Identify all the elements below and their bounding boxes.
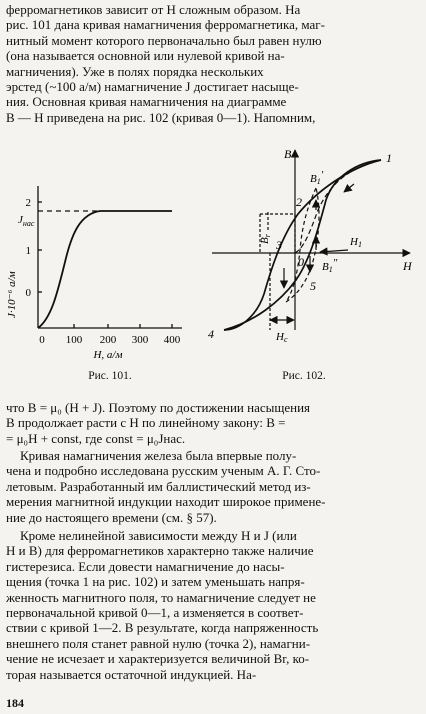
text-line: чена и подробно исследована русским ученым А. Г. Сто-: [6, 463, 321, 479]
text-line: женность магнитного поля, то намагничение следует не: [6, 589, 316, 605]
text-line: ферромагнетиков зависит от H сложным образом. На: [6, 2, 301, 17]
x-tick-label: 200: [99, 334, 117, 346]
text-line: B продолжает расти с H по линейному закону: B =: [6, 415, 286, 431]
text-line: Кривая намагничения железа была впервые полу-: [20, 448, 297, 463]
x-tick-label: 400: [163, 334, 181, 346]
paragraph-induction: [6, 400, 420, 446]
figure-102-caption: Рис. 102.: [282, 370, 326, 382]
b1-double-prime-label: B1″: [322, 257, 338, 274]
text-line: H и B) для ферромагнетиков характерно также наличие: [6, 543, 314, 559]
point-4-label: 4: [208, 327, 214, 341]
x-tick-label: 300: [131, 334, 149, 346]
text-line: магничения). Уже в полях порядка нескольких: [6, 63, 264, 79]
text-line: чение не исчезает и характеризуется величиной Br, ко-: [6, 651, 310, 667]
text-line: Кроме нелинейной зависимости между H и J (или: [20, 528, 297, 543]
h1-label: H1: [350, 236, 362, 249]
text-line: нитный момент которого первоначально был равен нулю: [6, 32, 322, 48]
figure-101-magnetization-curve: [0, 140, 200, 370]
b1-prime-label: B1′: [310, 169, 324, 186]
x-tick-label: 100: [65, 334, 83, 346]
text-line: что B = μ₀ (H + J). Поэтому по достижении насыщения: [6, 400, 311, 415]
text-line: щения (точка 1 на рис. 102) и затем уменьшать напря-: [6, 574, 305, 590]
magnetization-curve: [38, 211, 172, 328]
page-number: 184: [6, 696, 24, 710]
point-2-label: 2: [296, 195, 302, 209]
text-line: летовым. Разработанный им баллистический метод из-: [6, 478, 311, 494]
figure-102-hysteresis-loop: [198, 140, 424, 370]
text-line: ния. Основная кривая намагничения на диаграмме: [6, 94, 287, 110]
paragraph-stoletov: [6, 448, 420, 525]
text-line: B — H приведена на рис. 102 (кривая 0—1). Напомним,: [6, 109, 316, 125]
h-axis-label: H: [403, 259, 412, 273]
paragraph-hysteresis: [6, 528, 420, 682]
text-line: ствии с кривой 1—2. В результате, когда напряженность: [6, 620, 319, 636]
x-tick-label: 0: [39, 334, 45, 346]
coercive-force-label: Hc: [276, 331, 288, 344]
figure-101-caption: Рис. 101.: [88, 370, 132, 382]
text-line: ние до настоящего времени (см. § 57).: [6, 509, 217, 525]
b-axis-label: B: [284, 147, 292, 161]
text-line: внешнего поля станет равной нулю (точка 2), намагни-: [6, 635, 311, 651]
initial-curve-dashed: [295, 160, 381, 253]
point-0-label: 0: [298, 255, 304, 269]
text-line: (она называется основной или нулевой кривой на-: [6, 48, 285, 64]
y-axis-label: J·10⁻⁶ а/м: [6, 271, 18, 318]
y-tick-label: 0: [25, 287, 31, 299]
text-line: гистерезиса. Если довести намагничение до насы-: [6, 558, 285, 574]
text-line: рис. 101 дана кривая намагничения ферромагнетика, маг-: [6, 17, 325, 33]
text-line: = μ₀H + const, где const = μ₀Jнас.: [6, 430, 186, 446]
y-tick-label: 1: [25, 245, 31, 257]
text-line: эрстед (~100 а/м) намагничение J достигает насыще-: [6, 79, 299, 95]
point-5-label: 5: [310, 279, 316, 293]
point-3-label: 3: [276, 238, 282, 252]
point-1-label: 1: [386, 151, 392, 165]
y-tick-label: 2: [25, 197, 31, 209]
text-line: торая называется остаточной индукцией. На-: [6, 666, 257, 682]
text-line: мерения магнитной индукции находит широкое примене-: [6, 494, 326, 510]
saturation-label: $J_{нас}$: [18, 214, 35, 228]
x-axis-label: H, а/м: [93, 349, 123, 361]
remanence-label: Br: [259, 234, 272, 244]
paragraph-intro: [6, 2, 420, 125]
text-line: первоначальной кривой 0—1, а изменяется в соответ-: [6, 605, 304, 621]
